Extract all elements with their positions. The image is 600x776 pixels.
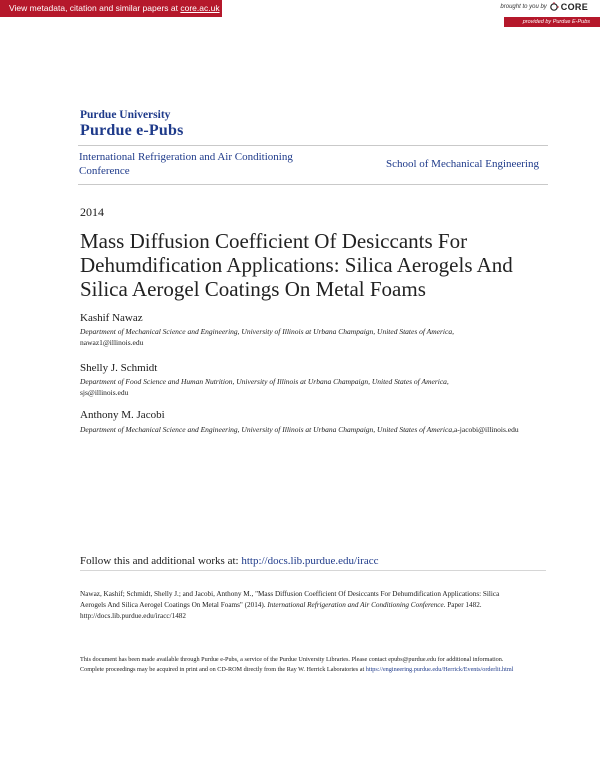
- university-name: Purdue University: [80, 109, 171, 121]
- collection-school-link[interactable]: School of Mechanical Engineering: [385, 158, 539, 170]
- follow-line: [80, 555, 378, 567]
- core-logo-text: CORE: [560, 2, 588, 12]
- author-affiliation: [80, 326, 525, 348]
- author-name[interactable]: Kashif Nawaz: [80, 312, 143, 324]
- author-name[interactable]: Shelly J. Schmidt: [80, 362, 158, 374]
- citation-text: Nawaz, Kashif; Schmidt, Shelly J.; and Jacobi, Anthony M., "Mass Diffusion Coefficient Of Desiccants For Dehumdification Applications: Silica Aerogels And Silica Aerogel Coatings On Metal Foams" (2014).: [80, 590, 500, 609]
- author-email: nawaz1@illinois.edu: [80, 338, 144, 347]
- collection-bar: [78, 145, 548, 185]
- core-view-text: View metadata, citation and similar papers at: [9, 3, 181, 13]
- iracc-link[interactable]: http://docs.lib.purdue.edu/iracc: [241, 555, 379, 567]
- author-email: a-jacobi@illinois.edu: [453, 425, 519, 434]
- follow-text: Follow this and additional works at:: [80, 555, 242, 567]
- core-logo-icon: [549, 2, 559, 12]
- paper-title: Mass Diffusion Coefficient Of Desiccants For Dehumdification Applications: Silica Aerogels And Silica Aerogel Coatings On Metal Foams: [80, 229, 513, 301]
- affiliation-text: Department of Mechanical Science and Engineering, University of Illinois at Urbana Champaign, United States of America,: [80, 327, 454, 336]
- divider: [80, 570, 546, 571]
- notice-availability: This document has been made available through Purdue e-Pubs, a service of the Purdue University Libraries. Please contact epubs@purdue.edu for additional information.: [80, 656, 504, 663]
- paper-year: 2014: [80, 205, 104, 219]
- author-name[interactable]: Anthony M. Jacobi: [80, 409, 165, 421]
- notice-block: [80, 655, 526, 674]
- core-brought-by[interactable]: [500, 2, 588, 12]
- brought-by-text: brought to you by: [500, 4, 547, 10]
- repository-name[interactable]: Purdue e-Pubs: [80, 122, 184, 139]
- author-email: sjs@illinois.edu: [80, 388, 129, 397]
- citation-block: [80, 589, 526, 622]
- author-affiliation: [80, 376, 525, 398]
- notice-proceedings: Complete proceedings may be acquired in print and on CD-ROM directly from the Ray W. Herrick Laboratories at: [80, 665, 366, 673]
- citation-url[interactable]: http://docs.lib.purdue.edu/iracc/1482: [80, 612, 186, 620]
- core-view-metadata-link[interactable]: [0, 0, 222, 17]
- core-ac-uk-link[interactable]: core.ac.uk: [180, 3, 220, 13]
- affiliation-text: Department of Food Science and Human Nutrition, University of Illinois at Urbana Champaign, United States of America,: [80, 377, 449, 386]
- herrick-orderlit-link[interactable]: https://engineering.purdue.edu/Herrick/Events/orderlit.html: [365, 665, 514, 673]
- citation-paper-number: . Paper 1482.: [443, 601, 482, 609]
- author-affiliation: [80, 424, 525, 435]
- affiliation-text: Department of Mechanical Science and Engineering, University of Illinois at Urbana Champaign, United States of America,: [80, 425, 454, 434]
- collection-conference-link[interactable]: International Refrigeration and Air Conditioning Conference: [79, 151, 293, 177]
- citation-venue: International Refrigeration and Air Conditioning Conference: [267, 601, 444, 609]
- provided-by-badge[interactable]: provided by Purdue E-Pubs: [504, 17, 600, 27]
